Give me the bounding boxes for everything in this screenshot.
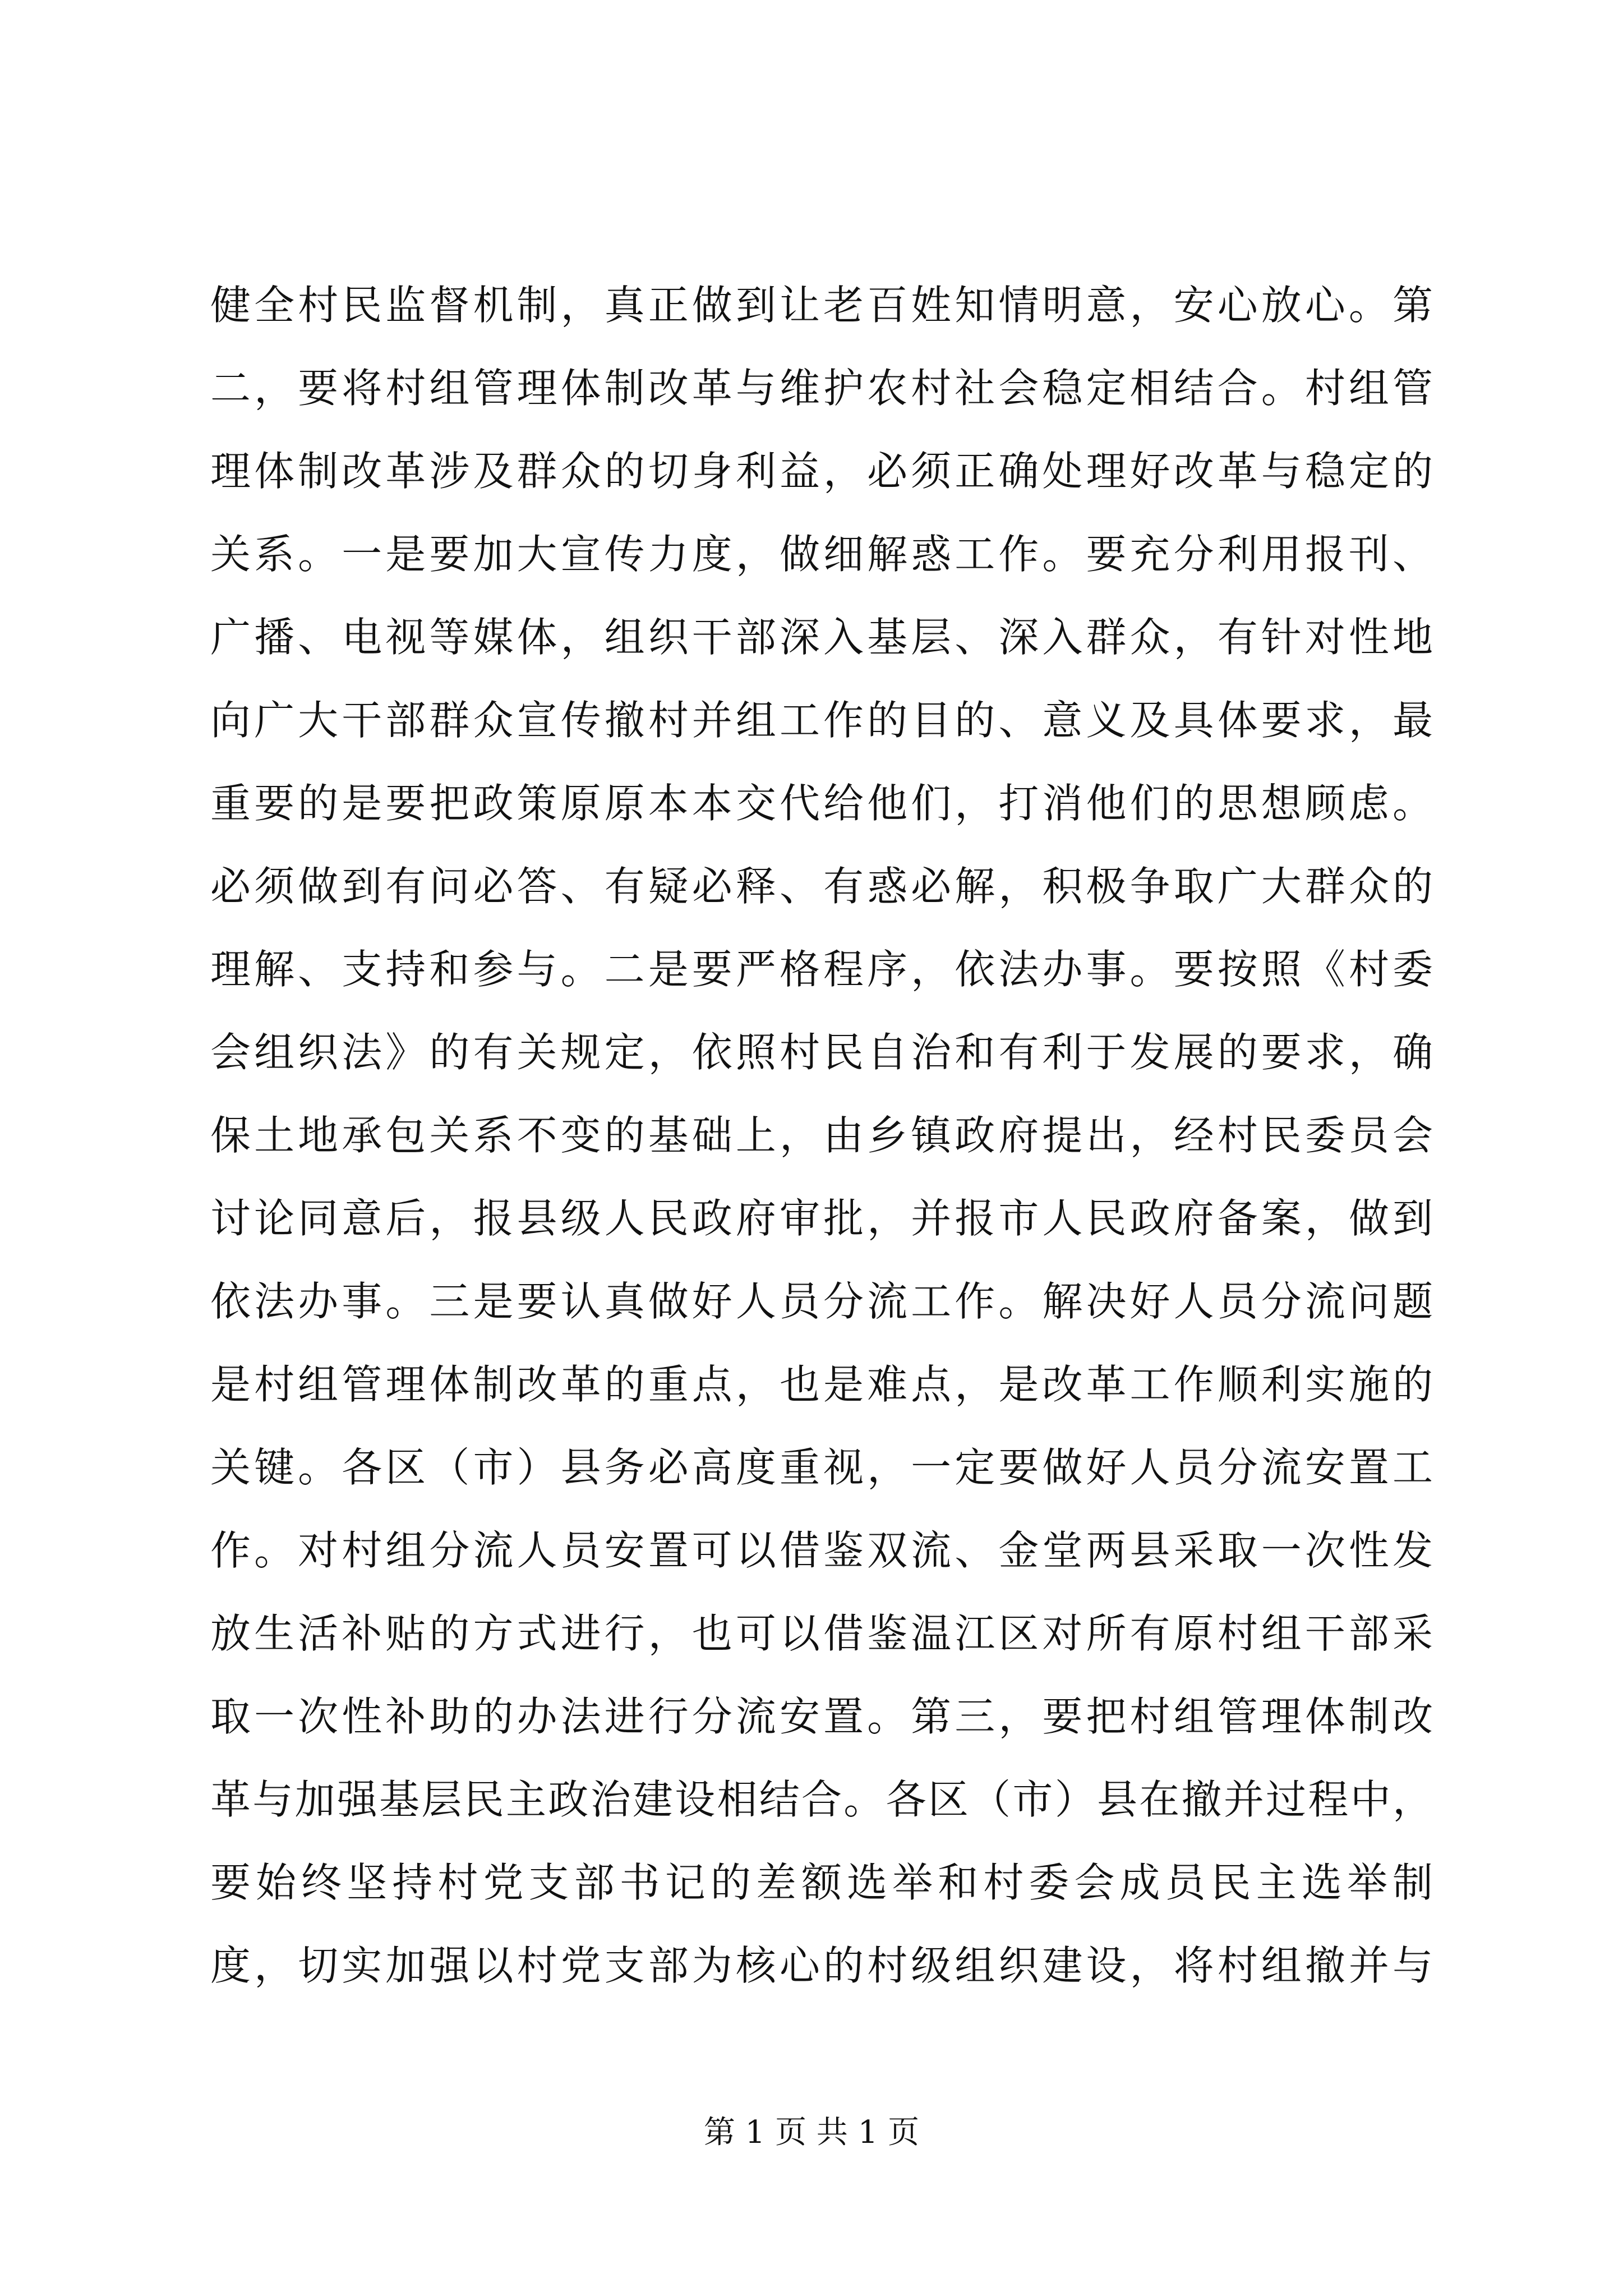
text-line: 理解、支持和参与。二是要严格程序，依法办事。要按照《村委 bbox=[210, 946, 1433, 993]
text-line: 作。对村组分流人员安置可以借鉴双流、金堂两县采取一次性发 bbox=[210, 1527, 1433, 1574]
page-footer bbox=[0, 2110, 1623, 2155]
text-line: 放生活补贴的方式进行，也可以借鉴温江区对所有原村组干部采 bbox=[210, 1610, 1433, 1657]
page-number: 第 1 页 共 1 页 bbox=[703, 2114, 920, 2151]
text-line: 健全村民监督机制，真正做到让老百姓知情明意，安心放心。第 bbox=[210, 282, 1433, 329]
text-line: 关键。各区（市）县务必高度重视，一定要做好人员分流安置工 bbox=[210, 1444, 1433, 1491]
text-line: 度，切实加强以村党支部为核心的村级组织建设，将村组撤并与 bbox=[210, 1942, 1433, 1989]
text-line: 取一次性补助的办法进行分流安置。第三，要把村组管理体制改 bbox=[210, 1693, 1433, 1740]
text-line: 关系。一是要加大宣传力度，做细解惑工作。要充分利用报刊、 bbox=[210, 531, 1433, 578]
text-line: 讨论同意后，报县级人民政府审批，并报市人民政府备案，做到 bbox=[210, 1195, 1433, 1242]
text-line: 保土地承包关系不变的基础上，由乡镇政府提出，经村民委员会 bbox=[210, 1112, 1433, 1159]
text-line: 二，要将村组管理体制改革与维护农村社会稳定相结合。村组管 bbox=[210, 365, 1433, 412]
text-line: 依法办事。三是要认真做好人员分流工作。解决好人员分流问题 bbox=[210, 1278, 1433, 1325]
text-line: 广播、电视等媒体，组织干部深入基层、深入群众，有针对性地 bbox=[210, 614, 1433, 661]
text-line: 向广大干部群众宣传撤村并组工作的目的、意义及具体要求，最 bbox=[210, 697, 1433, 744]
text-line: 是村组管理体制改革的重点，也是难点，是改革工作顺利实施的 bbox=[210, 1361, 1433, 1408]
text-line: 革与加强基层民主政治建设相结合。各区（市）县在撤并过程中， bbox=[210, 1776, 1433, 1823]
text-line: 必须做到有问必答、有疑必释、有惑必解，积极争取广大群众的 bbox=[210, 863, 1433, 910]
text-line: 重要的是要把政策原原本本交代给他们，打消他们的思想顾虑。 bbox=[210, 780, 1433, 827]
text-line: 会组织法》的有关规定，依照村民自治和有利于发展的要求，确 bbox=[210, 1029, 1433, 1076]
body-text bbox=[210, 264, 1433, 2007]
text-line: 理体制改革涉及群众的切身利益，必须正确处理好改革与稳定的 bbox=[210, 448, 1433, 495]
text-line: 要始终坚持村党支部书记的差额选举和村委会成员民主选举制 bbox=[210, 1859, 1433, 1906]
